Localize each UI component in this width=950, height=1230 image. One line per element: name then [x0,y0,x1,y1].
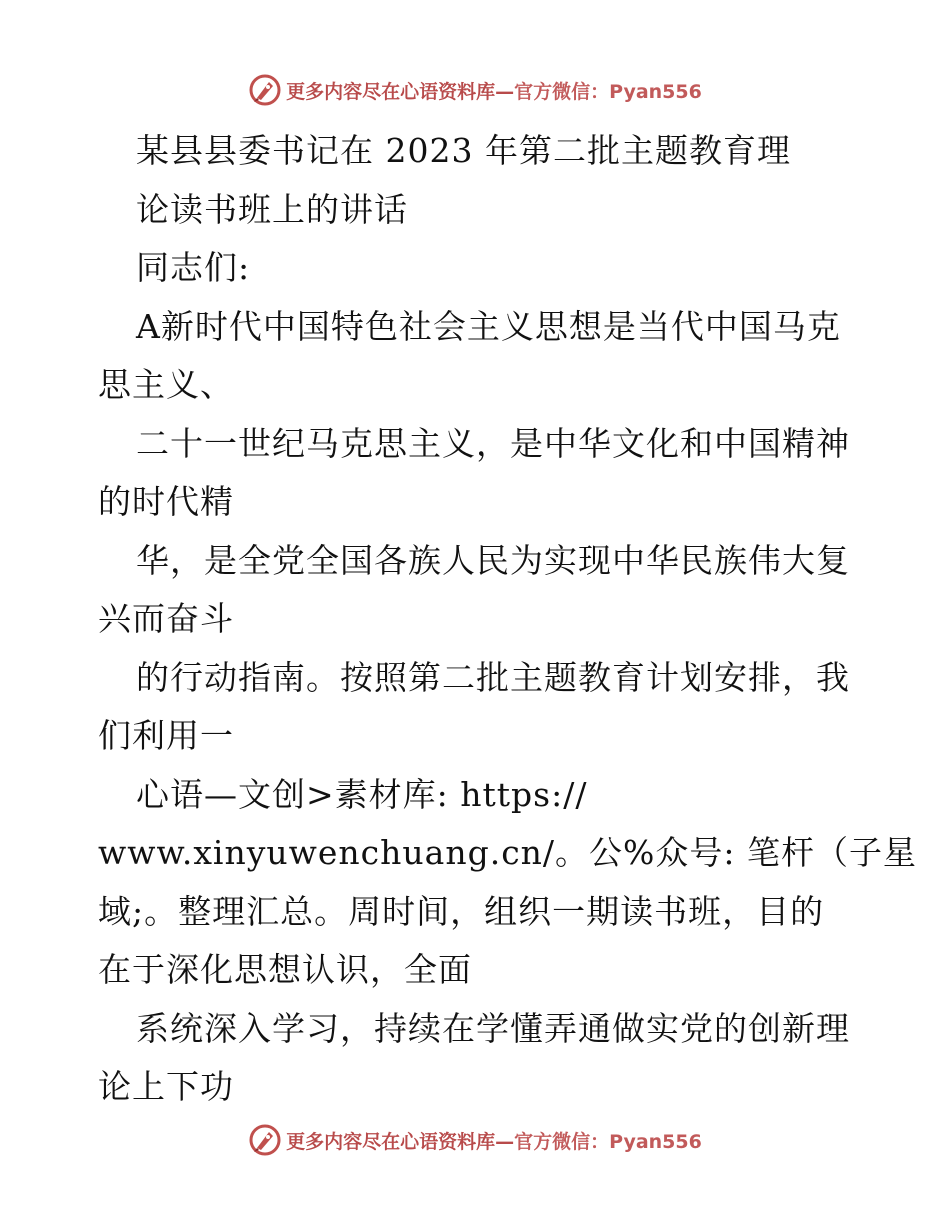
paragraph-line: 的时代精 [98,482,234,521]
watermark-dash: — [495,1130,515,1153]
footer-watermark [0,1120,950,1160]
paragraph-line: 域;。整理汇总。周时间，组织一期读书班，目的 [98,891,825,931]
header-watermark [0,70,950,110]
watermark-text [286,77,702,104]
pen-nib-logo-icon [248,1123,282,1157]
document-body [98,122,918,1117]
paragraph-line: 论上下功 [98,1067,234,1106]
watermark-text [286,1127,702,1154]
paragraph-line: 的行动指南。按照第二批主题教育计划安排，我 [136,657,850,697]
watermark-wechat: 官方微信：Pyan556 [514,1130,702,1153]
pen-nib-logo-icon [248,73,282,107]
watermark-main: 更多内容尽在心语资料库 [286,1130,496,1153]
paragraph-line: A新时代中国特色社会主义思想是当代中国马克 [136,306,841,346]
paragraph-line: 二十一世纪马克思主义，是中华文化和中国精神 [136,423,850,463]
watermark-wechat: 官方微信：Pyan556 [514,80,702,103]
paragraph-line: 在于深化思想认识，全面 [98,950,472,989]
salutation: 同志们: [136,248,251,287]
watermark-main: 更多内容尽在心语资料库 [286,80,496,103]
paragraph-line: 思主义、 [98,365,234,404]
paragraph-line: 华，是全党全国各族人民为实现中华民族伟大复 [136,540,850,580]
paragraph-line: 们利用一 [98,716,234,755]
paragraph-line: 兴而奋斗 [98,599,234,638]
paragraph-line: www.xinyuwenchuang.cn/。公%众号: 笔杆（子星 [98,833,918,872]
title-line-1: 某县县委书记在 2023 年第二批主题教育理 [136,131,791,170]
paragraph-line: 心语—文创>素材库: https:// [136,774,588,814]
paragraph-line: 系统深入学习，持续在学懂弄通做实党的创新理 [136,1008,850,1048]
title-line-2: 论读书班上的讲话 [136,189,408,229]
watermark-dash: — [495,80,515,103]
